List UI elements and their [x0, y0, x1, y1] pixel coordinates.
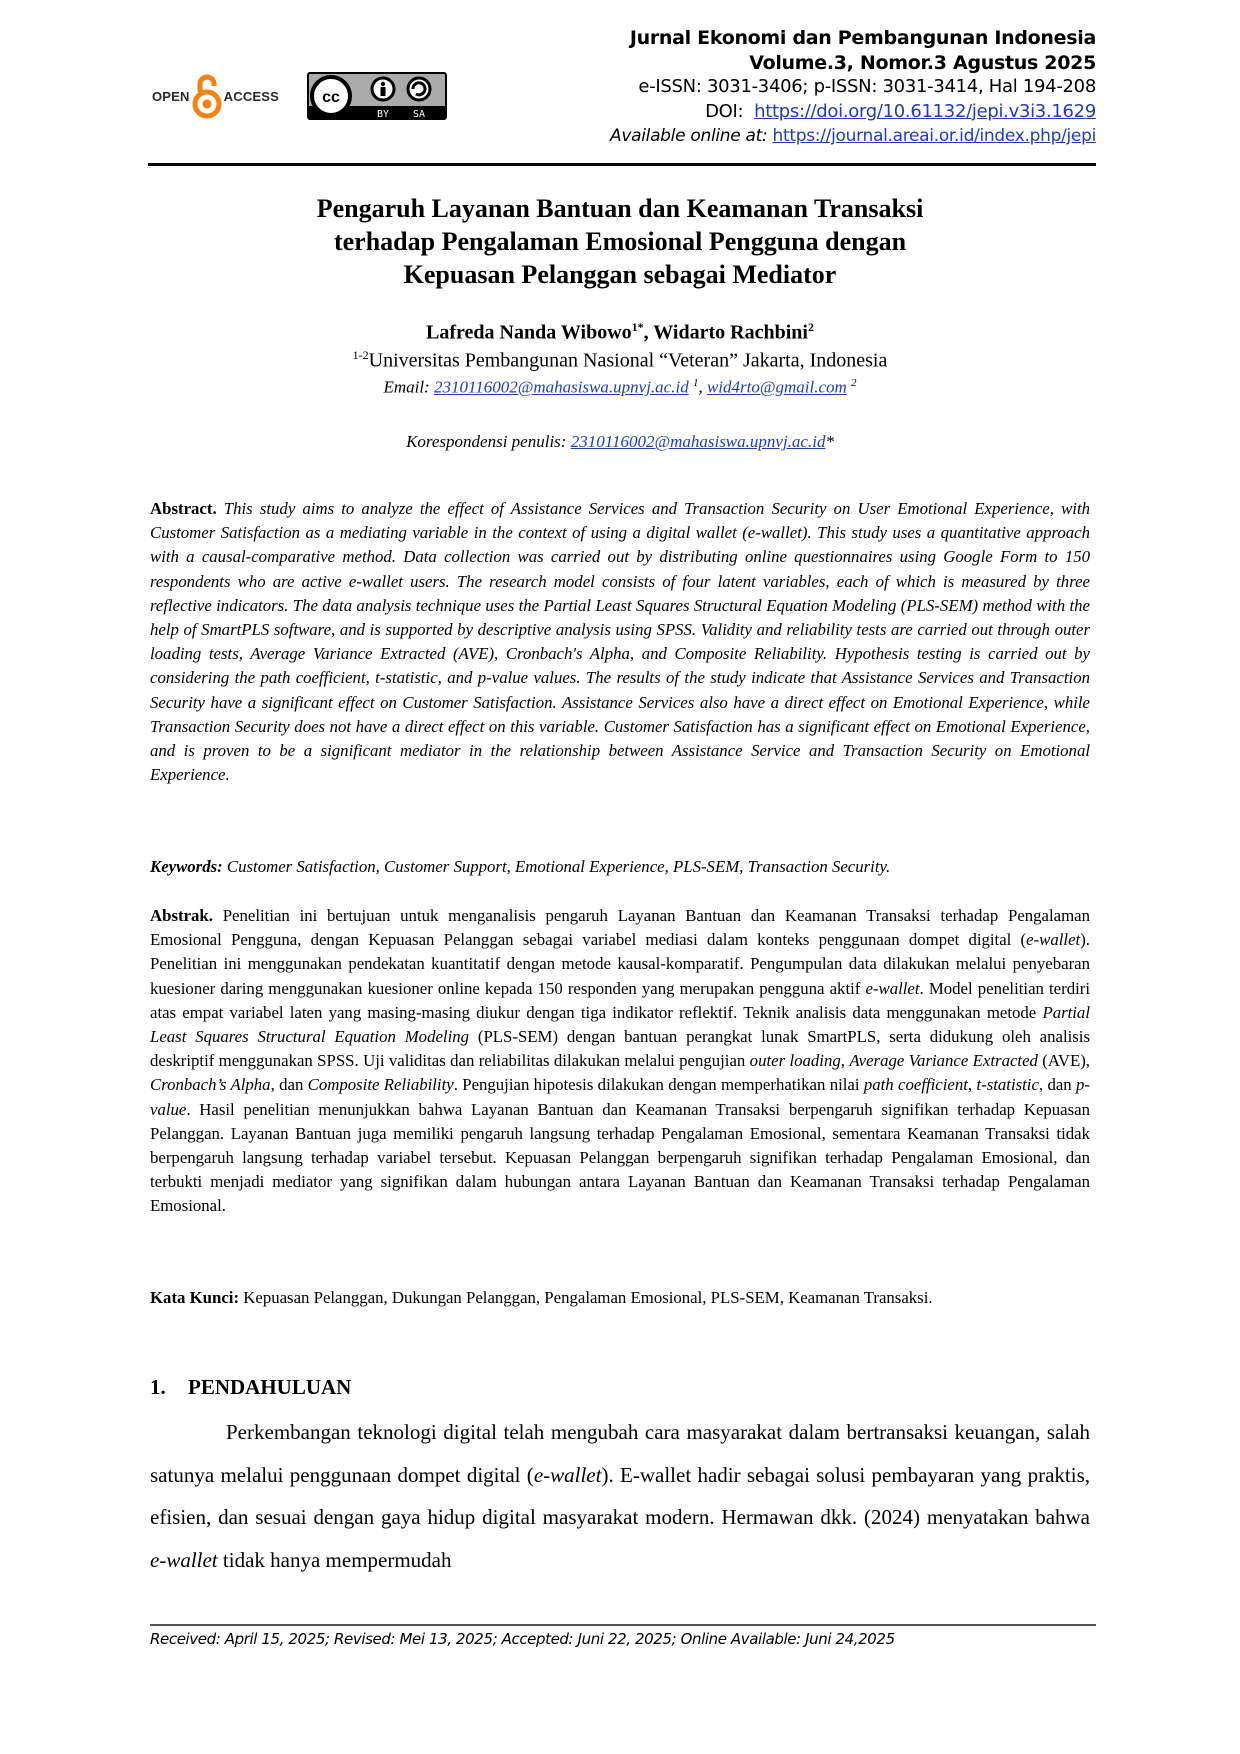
journal-volume: Volume.3, Nomor.3 Agustus 2025 [749, 51, 1096, 74]
text-segment: , [840, 1051, 850, 1071]
keywords-label: Keywords: [150, 857, 223, 876]
license-by-label: BY [377, 109, 390, 120]
kata-kunci-label: Kata Kunci: [150, 1288, 240, 1307]
italic-term: e-wallet [533, 1462, 602, 1487]
journal-header [148, 26, 1096, 166]
text-segment: Penelitian ini bertujuan untuk menganalisis pengaruh Layanan Bantuan dan Keamanan Transaksi terhadap Pengalaman Emosional Pengguna, dengan Kepuasan Pelanggan sebagai variabel mediasi dalam konteks penggunaan dompet digital ( [150, 906, 1090, 950]
text-segment: (AVE), [1037, 1051, 1090, 1071]
italic-term: Partial Least Squares Structural Equation Modeling [150, 1002, 1090, 1047]
text-segment: Perkembangan teknologi digital telah mengubah cara masyarakat dalam bertransaksi keuangan, salah satunya melalui penggunaan dompet digital ( [150, 1420, 1090, 1487]
title-line: terhadap Pengalaman Emosional Pengguna dengan [333, 227, 907, 256]
abstract-english [150, 497, 1090, 787]
italic-term: p-value [150, 1075, 1090, 1119]
email-label: Email: [383, 377, 434, 397]
license-sa-label: SA [413, 109, 426, 120]
correspondence-mark: * [825, 432, 834, 451]
italic-term: Cronbach’s Alpha [150, 1075, 271, 1095]
journal-url-link[interactable]: https://journal.areai.or.id/index.php/jepi [772, 126, 1096, 146]
affiliation-mark: 1-2 [352, 348, 369, 362]
doi-link[interactable]: https://doi.org/10.61132/jepi.v3i3.1629 [754, 100, 1096, 122]
email-line: Email: 2310116002@mahasiswa.upnvj.ac.id $^1$, wid4rto@gmail.com $^2$ [383, 377, 857, 397]
footer-divider [150, 1624, 1096, 1626]
email-mark: 2 [851, 377, 857, 389]
journal-issn: e-ISSN: 3031-3406; p-ISSN: 3031-3414, Hal 194-208 [638, 76, 1096, 97]
abstract-text: This study aims to analyze the effect of Assistance Services and Transaction Security on User Emotional Experience, with Customer Satisfaction as a mediating variable in the context of using a digital wallet (e-wallet). This study uses a quantitative approach with a causal-comparative method. Data collection was carried out by distributing online questionnaires using Google Form to 150 respondents who are active e-wallet users. The research model consists of four latent variables, each of which is measured by three reflective indicators. The data analysis technique uses the Partial Least Squares Structural Equation Modeling (PLS-SEM) method with the help of SmartPLS software, and is supported by descriptive analysis using SPSS. Validity and reliability tests are carried out through outer loading tests, Average Variance Extracted (AVE), Cronbach's Alpha, and Composite Reliability. Hypothesis testing is carried out by considering the path coefficient, t-statistic, and p-value values. The results of the study indicate that Assistance Services and Transaction Security have a significant effect on Customer Satisfaction. Assistance Services also have a direct effect on Emotional Experience, while Transaction Security does not have a direct effect on this variable. Customer Satisfaction has a significant effect on Emotional Experience, and is proven to be a significant mediator in the relationship between Assistance Service and Transaction Security on Emotional Experience. [150, 499, 1090, 785]
keywords-text: Customer Satisfaction, Customer Support, Emotional Experience, PLS-SEM, Transaction Security. [226, 857, 891, 876]
correspondence-line [150, 432, 1090, 452]
kata-kunci-text: Kepuasan Pelanggan, Dukungan Pelanggan, Pengalaman Emosional, PLS-SEM, Keamanan Transaksi. [243, 1288, 933, 1307]
text-segment: . Model penelitian terdiri atas empat variabel laten yang masing-masing diukur dengan tiga indikator reflektif. Teknik analisis data menggunakan metode [150, 978, 1091, 1022]
section-heading [150, 1375, 351, 1400]
text-segment: . Hasil penelitian menunjukkan bahwa Layanan Bantuan dan Keamanan Transaksi berpengaruh signifikan terhadap Kepuasan Pelanggan. Layanan Bantuan juga memiliki pengaruh langsung terhadap Pengalaman Emosional, sementara Keamanan Transaksi tidak berpengaruh langsung terhadap variabel tersebut. Kepuasan Pelanggan berpengaruh signifikan terhadap Pengalaman Emosional, dan terbukti menjadi mediator yang signifikan dalam hubungan antara Layanan Bantuan dan Keamanan Transaksi terhadap Pengalaman Emosional. [150, 1099, 1090, 1216]
italic-term: t-statistic [976, 1075, 1039, 1095]
author-list [150, 320, 1090, 345]
svg-text:cc: cc [322, 89, 340, 106]
article-title [150, 192, 1090, 291]
open-access-left-text: OPEN [152, 88, 190, 104]
text-segment: , dan [1038, 1075, 1077, 1095]
doi-label: DOI: [705, 100, 744, 122]
italic-term: e-wallet [150, 1547, 218, 1572]
open-access-logo [152, 72, 279, 120]
available-online-label: Available online at: [610, 126, 768, 146]
journal-title: Jurnal Ekonomi dan Pembangunan Indonesia [629, 27, 1096, 49]
author-separator: , [643, 321, 654, 344]
author-name: Widarto Rachbini [653, 321, 808, 344]
text-segment: ). E-wallet hadir sebagai solusi pembayaran yang praktis, efisien, dan sesuai dengan gaya hidup digital masyarakat modern. Hermawan dkk. (2024) menyatakan bahwa [150, 1462, 1091, 1529]
journal-info [610, 26, 1096, 149]
abstrak-label: Abstrak. [150, 906, 213, 925]
text-segment: , [967, 1075, 977, 1095]
open-access-right-text: ACCESS [223, 88, 280, 104]
email-mark: 1 [692, 377, 699, 389]
italic-term: e-wallet [1026, 930, 1081, 950]
keywords-indonesian [150, 1286, 1090, 1310]
affiliation [150, 348, 1090, 373]
email-link[interactable]: wid4rto@gmail.com [706, 377, 847, 397]
italic-term: outer loading [749, 1051, 841, 1071]
text-segment: . Pengujian hipotesis dilakukan dengan memperhatikan nilai [453, 1075, 864, 1095]
italic-term: path coefficient [863, 1075, 968, 1095]
affiliation-text: Universitas Pembangunan Nasional “Veteran” Jakarta, Indonesia [368, 349, 888, 372]
author-mark: 2 [807, 320, 814, 334]
header-logos [152, 72, 447, 120]
author-mark: 1* [631, 320, 644, 334]
section-paragraph [150, 1411, 1090, 1581]
abstrak-text [150, 906, 1090, 1215]
text-segment: ). Penelitian ini menggunakan pendekatan kuantitatif dengan metode kausal-komparatif. Pengumpulan data dilakukan melalui penyebaran kuesioner daring menggunakan kuesioner online kepada 150 responden yang merupakan pengguna aktif [150, 930, 1090, 998]
title-line: Pengaruh Layanan Bantuan dan Keamanan Transaksi [316, 194, 924, 223]
italic-term: Average Variance Extracted [849, 1051, 1038, 1071]
correspondence-label: Korespondensi penulis: [406, 432, 571, 451]
title-line: Kepuasan Pelanggan sebagai Mediator [403, 260, 837, 289]
text-segment: (PLS-SEM) dengan bantuan perangkat lunak SmartPLS, serta didukung oleh analisis deskriptif menggunakan SPSS. Uji validitas dan reliabilitas dilakukan melalui pengujian [150, 1027, 1090, 1071]
text-segment: tidak hanya mempermudah [217, 1547, 452, 1572]
publication-dates: Received: April 15, 2025; Revised: Mei 13, 2025; Accepted: Juni 22, 2025; Online Available: Juni 24,2025 [150, 1630, 895, 1648]
cc-by-sa-license-icon [307, 72, 447, 120]
abstract-indonesian [150, 904, 1090, 1219]
doi-line [610, 100, 1096, 125]
italic-term: e-wallet [865, 978, 920, 998]
author-name: Lafreda Nanda Wibowo [426, 321, 632, 344]
abstract-label: Abstract. [150, 499, 217, 518]
correspondence-email-link[interactable]: 2310116002@mahasiswa.upnvj.ac.id [570, 432, 826, 451]
keywords-english [150, 857, 1090, 877]
text-segment: , dan [270, 1075, 308, 1095]
italic-term: Composite Reliability [307, 1075, 454, 1095]
section-number: 1. [150, 1375, 166, 1399]
header-divider [148, 163, 1096, 166]
available-online-line [610, 124, 1096, 149]
open-lock-icon [192, 72, 222, 120]
email-link[interactable]: 2310116002@mahasiswa.upnvj.ac.id [433, 377, 689, 397]
section-title: PENDAHULUAN [188, 1375, 352, 1399]
